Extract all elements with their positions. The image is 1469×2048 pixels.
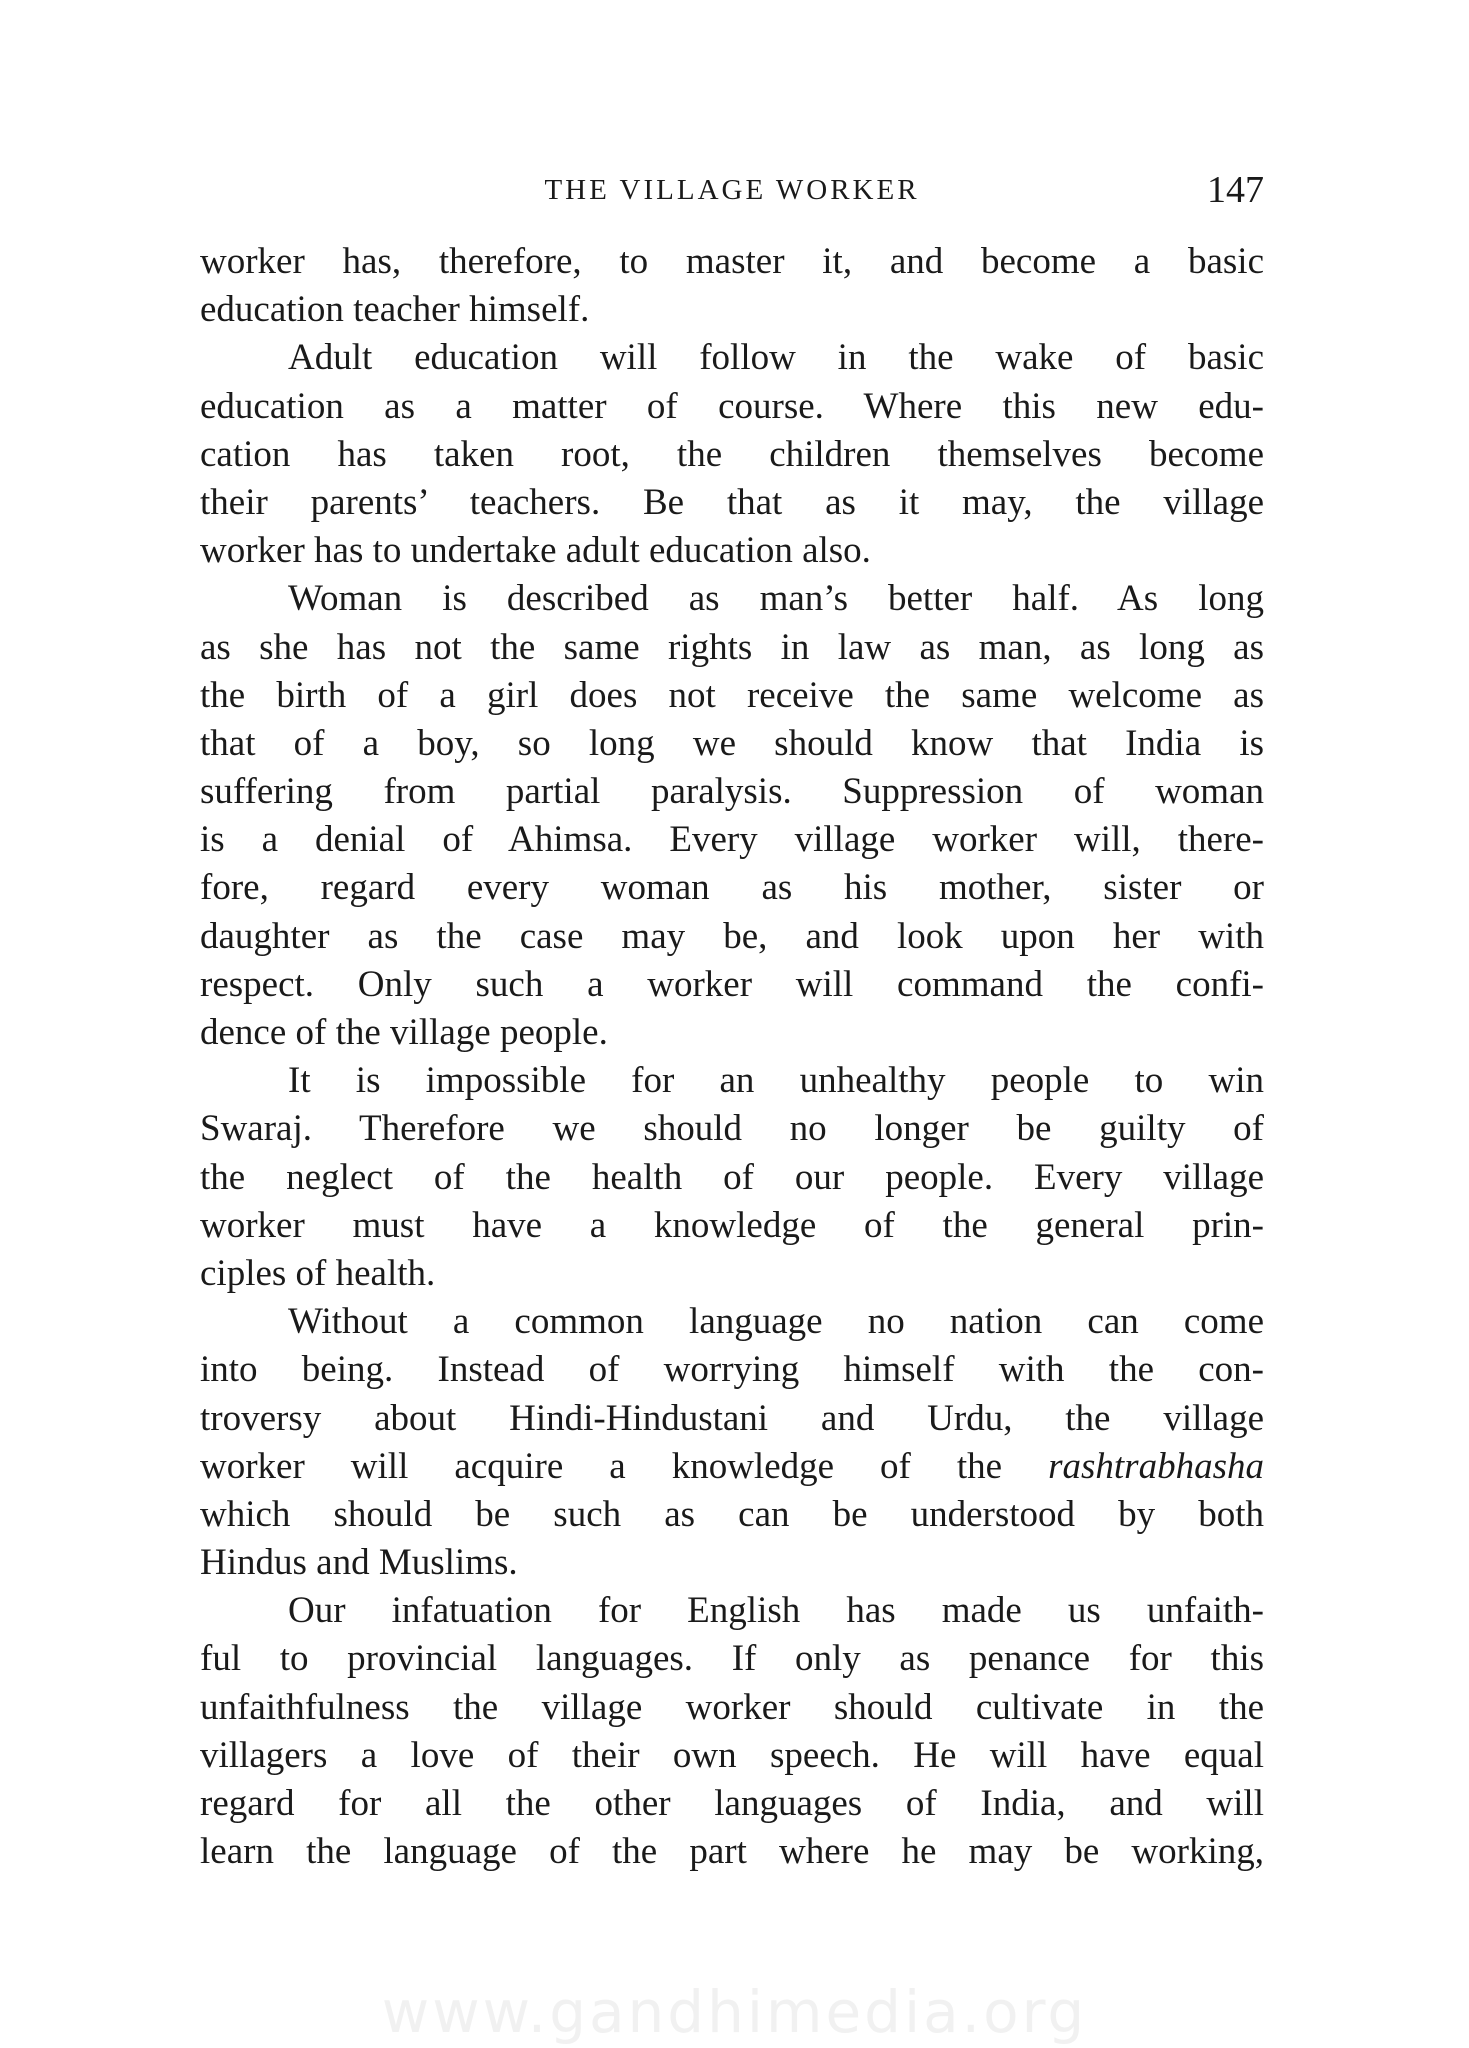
text-line: worker has, therefore, to master it, and become a basic — [200, 241, 1264, 282]
text-line: regard for all the other languages of India, and will — [200, 1783, 1264, 1824]
paragraph-first-line: It is impossible for an unhealthy people to win — [288, 1060, 1264, 1102]
text-line: the neglect of the health of our people. Every village — [200, 1156, 1264, 1198]
text-line: learn the language of the part where he may be working, — [200, 1831, 1264, 1873]
text-line: dence of the village people. — [200, 1012, 608, 1053]
text-line-with-italic — [200, 1443, 1264, 1491]
text-line: ciples of health. — [200, 1252, 436, 1294]
text-line: daughter as the case may be, and look upon her with — [200, 915, 1264, 957]
text-line: troversy about Hindi-Hindustani and Urdu, the village — [200, 1397, 1264, 1439]
text-line: suffering from partial paralysis. Suppression of woman — [200, 771, 1264, 813]
text-line: unfaithfulness the village worker should cultivate in the — [200, 1686, 1264, 1728]
text-line: into being. Instead of worrying himself with the con- — [200, 1349, 1264, 1391]
paragraph-first-line: Without a common language no nation can come — [288, 1301, 1264, 1343]
text-line: ful to provincial languages. If only as penance for this — [200, 1638, 1264, 1680]
text-line: education as a matter of course. Where this new edu- — [200, 385, 1264, 427]
text-line: Swaraj. Therefore we should no longer be guilty of — [200, 1108, 1264, 1150]
page-number: 147 — [1207, 169, 1264, 211]
text-line: is a denial of Ahimsa. Every village worker will, there- — [200, 819, 1264, 861]
line-text: worker will acquire a knowledge of the — [200, 1445, 1003, 1487]
italic-term: rashtrabhasha — [1048, 1445, 1264, 1487]
text-line: cation has taken root, the children themselves become — [200, 433, 1264, 475]
text-line: that of a boy, so long we should know that India is — [200, 722, 1264, 764]
paragraph-first-line: Our infatuation for English has made us unfaith- — [288, 1590, 1264, 1632]
text-line: respect. Only such a worker will command the confi- — [200, 963, 1264, 1005]
running-head — [200, 168, 1264, 218]
paragraph-first-line: Adult education will follow in the wake of basic — [288, 337, 1264, 379]
text-line: Hindus and Muslims. — [200, 1542, 518, 1584]
paragraph-first-line: Woman is described as man’s better half. As long — [288, 578, 1264, 620]
text-line: villagers a love of their own speech. He will have equal — [200, 1734, 1264, 1776]
text-line: worker has to undertake adult education also. — [200, 530, 871, 572]
text-line: which should be such as can be understood by both — [200, 1493, 1264, 1535]
body-text — [200, 238, 1264, 1876]
text-line: worker must have a knowledge of the general prin- — [200, 1204, 1264, 1246]
text-line: education teacher himself. — [200, 289, 590, 331]
text-line: fore, regard every woman as his mother, sister or — [200, 867, 1264, 909]
text-line: the birth of a girl does not receive the same welcome as — [200, 674, 1264, 716]
running-title: THE VILLAGE WORKER — [544, 174, 920, 206]
text-line: as she has not the same rights in law as man, as long as — [200, 626, 1264, 668]
watermark: www.gandhimedia.org — [381, 1978, 1088, 2046]
text-line: their parents’ teachers. Be that as it may, the village — [200, 481, 1264, 523]
